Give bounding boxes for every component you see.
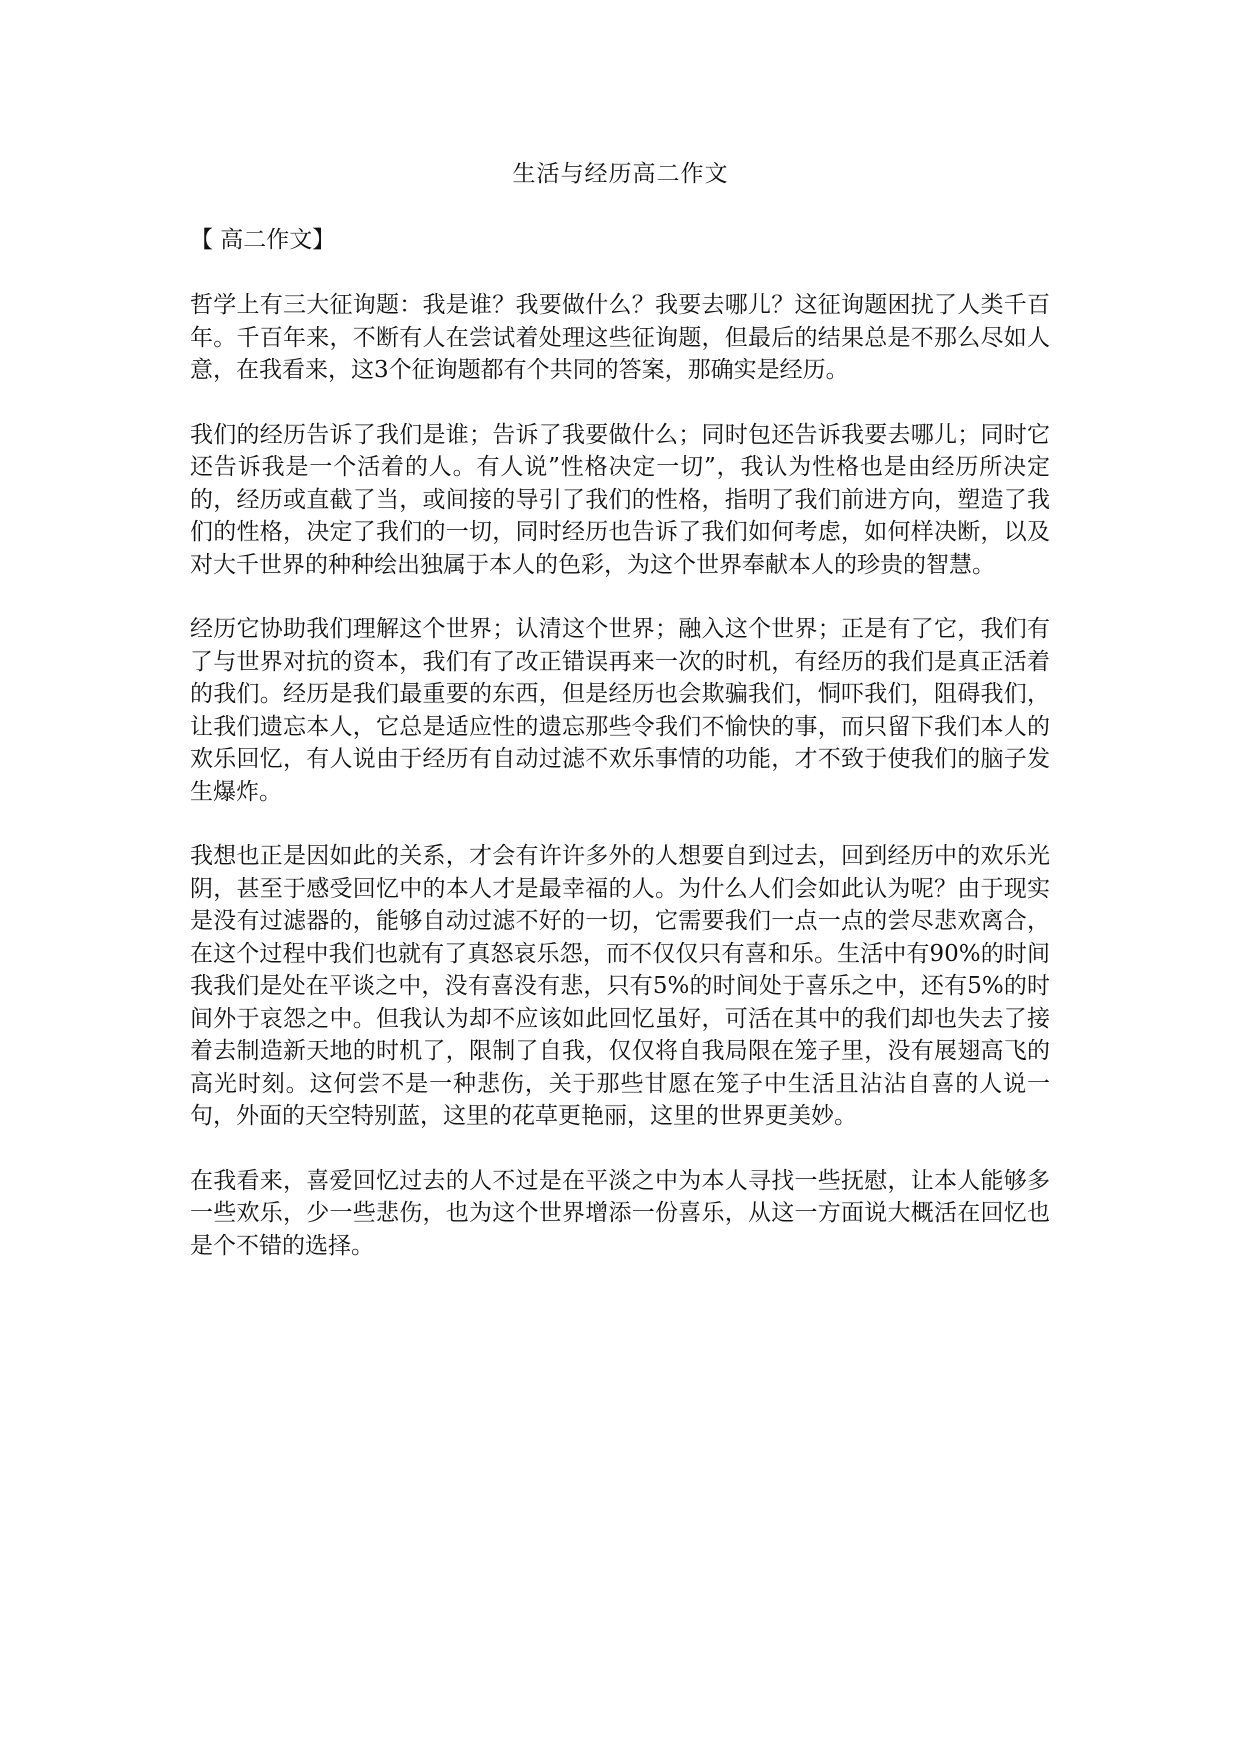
paragraph-3: 经历它协助我们理解这个世界；认清这个世界；融入这个世界；正是有了它，我们有了与世界对抗的资本，我们有了改正错误再来一次的时机，有经历的我们是真正活着的我们。经历是我们最重要的东西，但是经历也会欺骗我们，恫吓我们，阻碍我们，让我们遗忘本人，它总是适应性的遗忘那些令我们不愉快的事，而只留下我们本人的欢乐回忆，有人说由于经历有自动过滤不欢乐事情的功能，才不致于使我们的脑子发生爆炸。 <box>190 616 1050 805</box>
document-title: 生活与经历高二作文 <box>512 161 729 187</box>
paragraph-2: 我们的经历告诉了我们是谁；告诉了我要做什么；同时包还告诉我要去哪儿；同时它还告诉我是一个活着的人。有人说”性格决定一切”，我认为性格也是由经历所决定的，经历或直截了当，或间接的导引了我们的性格，指明了我们前进方向，塑造了我们的性格，决定了我们的一切，同时经历也告诉了我们如何考虑，如何样决断，以及对大千世界的种种绘出独属于本人的色彩，为这个世界奉献本人的珍贵的智慧。 <box>190 421 1050 578</box>
category-tag: 【 高二作文】 <box>190 227 336 253</box>
paragraph-5: 在我看来，喜爱回忆过去的人不过是在平淡之中为本人寻找一些抚慰，让本人能够多一些欢乐，少一些悲伤，也为这个世界增添一份喜乐，从这一方面说大概活在回忆也是个不错的选择。 <box>190 1167 1050 1259</box>
essay-body <box>190 289 1050 1294</box>
paragraph-4: 我想也正是因如此的关系，才会有许许多外的人想要自到过去，回到经历中的欢乐光阴，甚至于感受回忆中的本人才是最幸福的人。为什么人们会如此认为呢？由于现实是没有过滤器的，能够自动过滤不好的一切，它需要我们一点一点的尝尽悲欢离合，在这个过程中我们也就有了真怒哀乐怨，而不仅仅只有喜和乐。生活中有90%的时间我我们是处在平谈之中，没有喜没有悲，只有5%的时间处于喜乐之中，还有5%的时间外于哀怨之中。但我认为却不应该如此回忆虽好，可活在其中的我们却也失去了接着去制造新天地的时机了，限制了自我，仅仅将自我局限在笼子里，没有展翅高飞的高光时刻。这何尝不是一种悲伤，关于那些甘愿在笼子中生活且沾沾自喜的人说一句，外面的天空特别蓝，这里的花草更艳丽，这里的世界更美妙。 <box>190 843 1050 1129</box>
paragraph-1: 哲学上有三大征询题：我是谁？我要做什么？我要去哪儿？这征询题困扰了人类千百年。千百年来，不断有人在尝试着处理这些征询题，但最后的结果总是不那么尽如人意，在我看来，这3个征询题都有个共同的答案，那确实是经历。 <box>190 292 1050 383</box>
